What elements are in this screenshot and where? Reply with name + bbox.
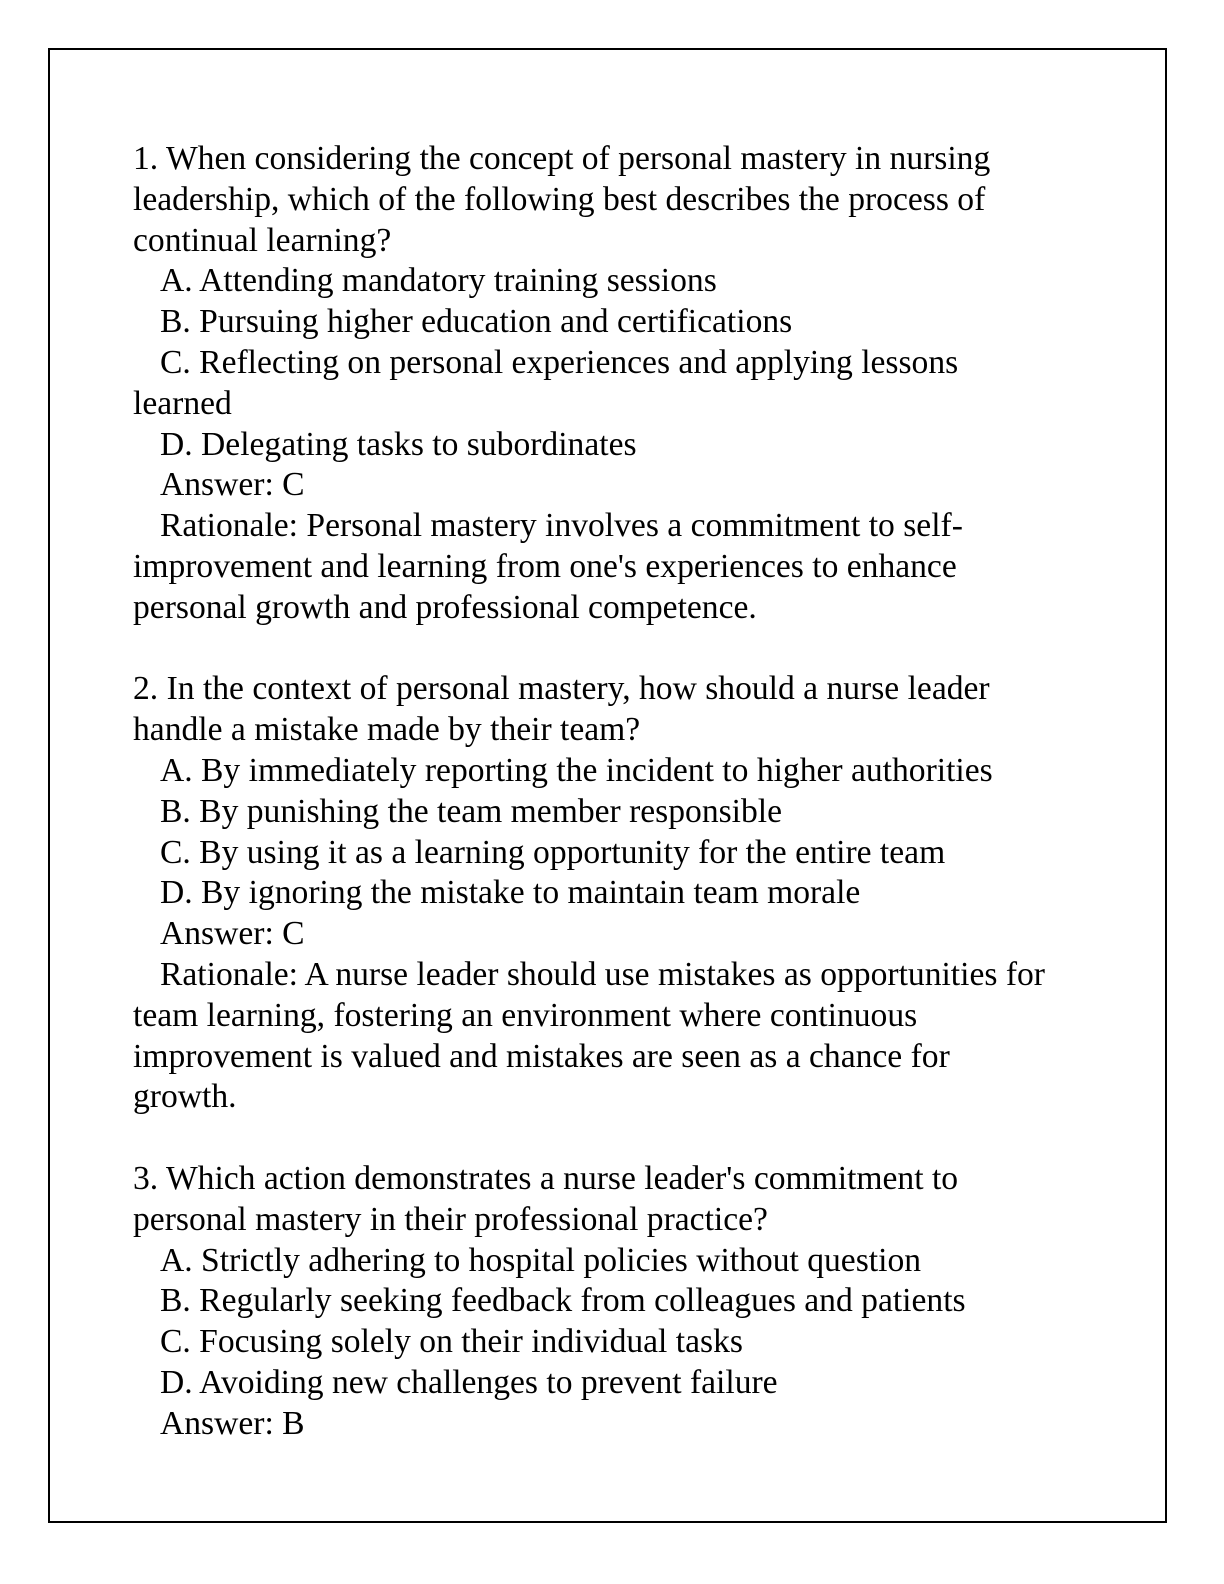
option-b: B. By punishing the team member responsible <box>160 792 783 830</box>
option-c: C. By using it as a learning opportunity for the entire team <box>160 833 946 871</box>
question-2 <box>133 669 1061 1118</box>
option-a: A. By immediately reporting the incident to higher authorities <box>160 751 993 789</box>
option-a: A. Strictly adhering to hospital policies without question <box>160 1241 922 1279</box>
question-stem: 2. In the context of personal mastery, how should a nurse leader handle a mistake made by their team? <box>133 670 990 749</box>
question-stem: 1. When considering the concept of personal mastery in nursing leadership, which of the following best describes the process of continual learning? <box>133 140 991 259</box>
question-1 <box>133 139 1061 629</box>
document-content <box>133 139 1061 1485</box>
option-c: C. Focusing solely on their individual tasks <box>160 1323 743 1361</box>
option-d: D. Delegating tasks to subordinates <box>160 425 637 463</box>
answer: Answer: C <box>160 915 305 953</box>
option-b: B. Regularly seeking feedback from colleagues and patients <box>160 1282 966 1320</box>
option-c: C. Reflecting on personal experiences and applying lessons learned <box>133 343 959 422</box>
option-b: B. Pursuing higher education and certifications <box>160 303 793 341</box>
option-d: D. By ignoring the mistake to maintain team morale <box>160 874 861 912</box>
option-d: D. Avoiding new challenges to prevent failure <box>160 1363 778 1401</box>
answer: Answer: B <box>160 1404 305 1442</box>
answer: Answer: C <box>160 466 305 504</box>
question-3 <box>133 1159 1061 1445</box>
option-a: A. Attending mandatory training sessions <box>160 262 717 300</box>
rationale: Rationale: A nurse leader should use mistakes as opportunities for team learning, fostering an environment where continuous improvement is valued and mistakes are seen as a chance for growth. <box>133 955 1045 1116</box>
question-stem: 3. Which action demonstrates a nurse leader's commitment to personal mastery in their professional practice? <box>133 1159 959 1238</box>
rationale: Rationale: Personal mastery involves a commitment to self-improvement and learning from one's experiences to enhance personal growth and professional competence. <box>133 507 963 626</box>
